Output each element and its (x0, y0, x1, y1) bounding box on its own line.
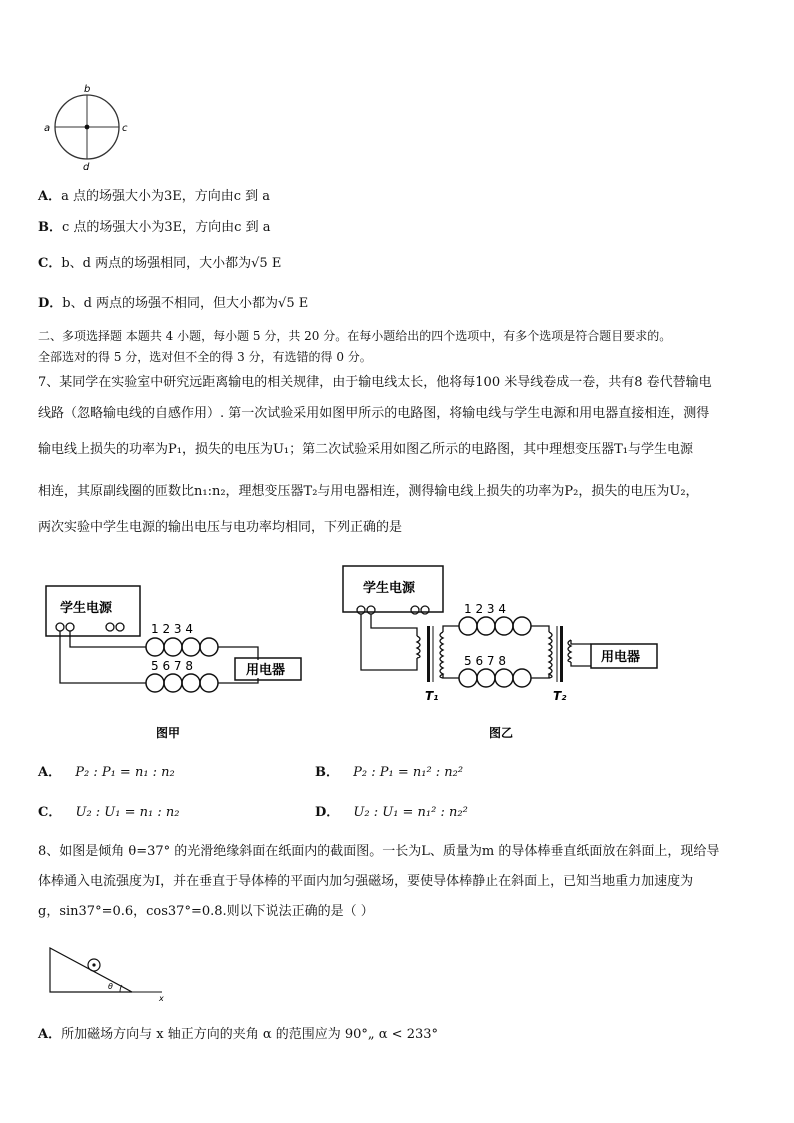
q7-option-d[interactable]: D． U₂ : U₁ = n₁² : n₂² (315, 805, 468, 820)
q7-line-2: 线路（忽略输电线的自感作用）. 第一次试验采用如图甲所示的电路图，将输电线与学生电源和用电器直接相连，测得 (38, 406, 710, 421)
label-d: d (83, 162, 90, 173)
label-a: a (44, 123, 51, 134)
q7-line-1: 7、某同学在实验室中研究远距离输电的相关规律，由于输电线太长，他将每100 米导线卷成一卷，共有8 卷代替输电 (38, 375, 712, 390)
q8-line-1: 8、如图是倾角 θ=37° 的光滑绝缘斜面在纸面内的截面图。一长为L、质量为m 的导体棒垂直纸面放在斜面上，现给导 (38, 844, 720, 859)
q6-option-d[interactable]: D．b、d 两点的场强不相同，但大小都为√5 E (38, 296, 309, 311)
jia-source-label: 学生电源 (60, 601, 113, 616)
yi-top-coil-labels: 1 2 3 4 (464, 602, 506, 616)
jia-load-label: 用电器 (246, 663, 286, 678)
incline-x: x (159, 994, 164, 1003)
yi-source-label: 学生电源 (363, 581, 416, 596)
jia-top-coil-labels: 1 2 3 4 (151, 622, 193, 636)
q6-option-c[interactable]: C．b、d 两点的场强相同，大小都为√5 E (38, 256, 282, 271)
circuit-figure-yi (335, 560, 685, 750)
q6-option-a[interactable]: A．a 点的场强大小为3E，方向由c 到 a (38, 189, 271, 204)
q8-option-a[interactable]: A．所加磁场方向与 x 轴正方向的夹角 α 的范围应为 90°„ α < 233° (38, 1027, 439, 1042)
circuit-figure-jia (40, 580, 310, 750)
yi-t1-label: T₁ (425, 689, 439, 703)
yi-t2-label: T₂ (553, 689, 567, 703)
section2-line1: 二、多项选择题 本题共 4 小题，每小题 5 分，共 20 分。在每小题给出的四个选项中，有多个选项是符合题目要求的。 (38, 329, 672, 343)
yi-bottom-coil-labels: 5 6 7 8 (464, 654, 506, 668)
q7-option-b[interactable]: B． P₂ : P₁ = n₁² : n₂² (315, 765, 464, 780)
circle-figure (40, 80, 135, 175)
yi-load-label: 用电器 (601, 650, 641, 665)
jia-bottom-coil-labels: 5 6 7 8 (151, 659, 193, 673)
q7-line-3: 输电线上损失的功率为P₁，损失的电压为U₁；第二次试验采用如图乙所示的电路图，其中理想变压器T₁与学生电源 (38, 442, 694, 457)
label-c: c (122, 123, 128, 134)
yi-caption: 图乙 (489, 726, 514, 740)
q8-line-2: 体棒通入电流强度为I，并在垂直于导体棒的平面内加匀强磁场，要使导体棒静止在斜面上，已知当地重力加速度为 (38, 874, 694, 889)
section2-line2: 全部选对的得 5 分，选对但不全的得 3 分，有选错的得 0 分。 (38, 350, 372, 364)
q7-option-c[interactable]: C． U₂ : U₁ = n₁ : n₂ (38, 805, 180, 820)
q8-line-3: g，sin37°=0.6，cos37°=0.8.则以下说法正确的是（ ） (38, 904, 374, 919)
jia-caption: 图甲 (156, 726, 181, 740)
q6-option-b[interactable]: B．c 点的场强大小为3E，方向由c 到 a (38, 220, 271, 235)
q7-line-4: 相连，其原副线圈的匝数比n₁:n₂，理想变压器T₂与用电器相连，测得输电线上损失的功率为P₂，损失的电压为U₂， (38, 484, 699, 499)
q7-line-5: 两次实验中学生电源的输出电压与电功率均相同，下列正确的是 (38, 520, 403, 535)
label-b: b (84, 84, 91, 95)
incline-theta: θ (108, 982, 113, 991)
q7-option-a[interactable]: A． P₂ : P₁ = n₁ : n₂ (38, 765, 175, 780)
incline-figure (40, 940, 180, 1005)
